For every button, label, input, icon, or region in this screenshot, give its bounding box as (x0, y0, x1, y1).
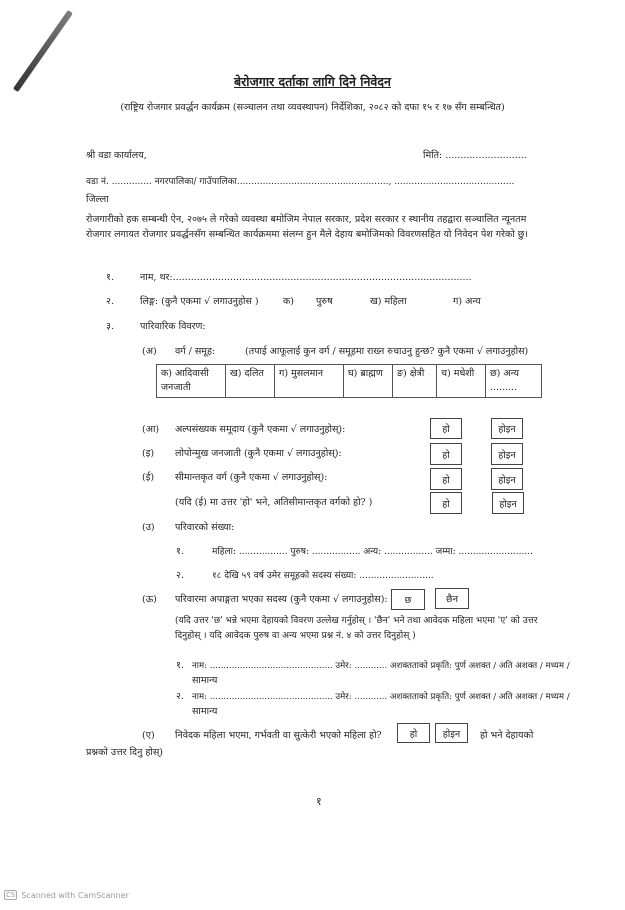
yesno-question: अल्पसंख्यक समूदाय (कुनै एकमा √ लगाउनुहोस्): (175, 424, 346, 435)
group-option[interactable]: ङ) क्षेत्री (393, 365, 437, 398)
yes-box[interactable]: हो (430, 468, 462, 490)
group-option[interactable]: च) मधेशी (437, 365, 486, 398)
page-subtitle: (राष्ट्रिय रोजगार प्रवर्द्धन कार्यक्रम (सञ्चालन तथा व्यवस्थापन) निर्देशिका, २०८२ को दफा १५ र १७ सँग सम्बन्धित) (120, 102, 505, 113)
no-box[interactable]: होइन (491, 418, 523, 439)
page-number: १ (316, 795, 322, 808)
camscanner-logo-icon: CS (6, 891, 16, 899)
no-box[interactable]: होइन (491, 443, 523, 465)
intro-paragraph: रोजगारीको हक सम्बन्धी ऐन, २०७५ ले गरेको व्यवस्था बमोजिम नेपाल सरकार, प्रदेश सरकार र स्थानीय तहद्वारा सञ्चालित न्यूनतम रोजगार लगायत रोजगार प्रवर्द्धनसँग सम्बन्धित कार्यक्रममा संलग्न हुन मैले देहाय बमोजिमको विवरणसहित यो निवेदन पेश गरेको छु। (86, 214, 529, 240)
person2-fields[interactable]: नाम: ............................................. उमेर: ............ अशक्तताको प्रकृति: पुर्ण अशक्त / अति अशक्त / मध्यम / (192, 692, 570, 702)
family-details-label: पारिवारिक विवरण: (140, 321, 206, 332)
working-age-field[interactable]: १८ देखि ५९ वर्ष उमेर समूहको सदस्य संख्या: .......................... (212, 571, 434, 581)
group-label: वर्ग / समूह: (175, 346, 216, 357)
gender-label: लिङ्ग: (कुनै एकमा √ लगाउनुहोस ) (140, 296, 259, 307)
yesno-number: (ई) (142, 472, 155, 483)
person1-number: १. (176, 660, 184, 671)
q2-number: २. (106, 296, 114, 307)
gender-option-female[interactable]: ख) महिला (370, 296, 407, 307)
u-line1-number: १. (176, 546, 184, 557)
person2-cont: सामान्य (192, 706, 218, 717)
date-field[interactable]: मिति: ........................... (423, 150, 527, 161)
ward-line[interactable]: वडा नं. .............. नगरपालिका/ गाउँपालिका....................................................., .......................................... (86, 177, 515, 187)
no-box[interactable]: होइन (435, 723, 468, 743)
gender-option-other[interactable]: ग) अन्य (453, 296, 481, 307)
u-number: (उ) (142, 522, 155, 533)
yes-box[interactable]: हो (430, 443, 462, 465)
yesno-number: (आ) (142, 424, 160, 435)
yes-box[interactable]: हो (430, 418, 462, 439)
person1-cont: सामान्य (192, 675, 218, 686)
q3-number: ३. (106, 321, 114, 332)
yes-box[interactable]: छ (391, 589, 425, 610)
a-number: (अ) (142, 346, 157, 357)
district-label: जिल्ला (86, 194, 109, 205)
camscanner-watermark (4, 890, 129, 900)
uu-number: (ऊ) (142, 594, 157, 605)
disability-note: (यदि उत्तर 'छ' भन्ने भएमा देहायको विवरण उल्लेख गर्नुहोस् । 'छैन' भने तथा आवेदक महिला भएमा 'ए' को उत्तर दिनुहोस् । यदि आवेदक पुरुष वा अन्य भएमा प्रश्न नं. ४ को उत्तर दिनुहोस् ) (175, 616, 538, 641)
person2-number: २. (176, 691, 184, 702)
group-option[interactable]: घ) ब्राह्मण (344, 365, 393, 398)
group-option[interactable]: क) आदिवासी जनजाती (157, 365, 226, 398)
group-options-table (156, 364, 542, 398)
yesno-question: (यदि (ई) मा उत्तर 'हो' भने, अतिसीमान्तकृत वर्गको हो? ) (175, 497, 373, 508)
yes-box[interactable]: हो (430, 492, 462, 514)
no-box[interactable]: होइन (492, 492, 524, 514)
pregnancy-cont: प्रश्नको उत्तर दिनु होस्) (86, 747, 164, 758)
yesno-number: (इ) (142, 448, 155, 459)
yesno-question: लोपोन्मुख जनजाती (कुनै एकमा √ लगाउनुहोस्): (175, 448, 342, 459)
no-box[interactable]: होइन (491, 468, 523, 490)
addressee: श्री वडा कार्यालय, (86, 150, 147, 161)
group-option[interactable]: ग) मुसलमान (275, 365, 344, 398)
yes-box[interactable]: हो (397, 723, 430, 743)
gender-option-a[interactable]: क) (283, 296, 295, 307)
family-count-label: परिवारको संख्या: (175, 522, 235, 533)
pregnancy-question: निवेदक महिला भएमा, गर्भवती वा सुत्केरी भएको महिला हो? (175, 730, 382, 741)
group-option[interactable]: ख) दलित (226, 365, 275, 398)
group-option[interactable]: छ) अन्य ......... (486, 365, 542, 398)
disability-label: परिवारमा अपाङ्गता भएका सदस्य (कुनै एकमा √ लगाउनुहोस): (175, 594, 388, 605)
person1-fields[interactable]: नाम: ............................................. उमेर: ............ अशक्तताको प्रकृति: पुर्ण अशक्त / अति अशक्त / मध्यम / (192, 661, 570, 671)
family-count-fields[interactable]: महिला: ................. पुरुष: ................. अन्य: ................. जम्मा: .......................... (212, 547, 533, 557)
no-box[interactable]: छैन (435, 588, 469, 609)
e-number: (ए) (142, 730, 155, 741)
page-title: बेरोजगार दर्ताका लागि दिने निवेदन (234, 74, 391, 89)
watermark-text: Scanned with CamScanner (21, 890, 129, 900)
u-line2-number: २. (176, 570, 184, 581)
name-field[interactable]: नाम, थर:................................................................................................... (140, 272, 472, 283)
q1-number: १. (106, 272, 114, 283)
yesno-question: सीमान्तकृत वर्ग (कुनै एकमा √ लगाउनुहोस्): (175, 472, 328, 483)
pregnancy-after: हो भने देहायको (480, 730, 534, 741)
gender-option-male[interactable]: पुरुष (316, 296, 333, 307)
group-hint: (तपाई आफूलाई कुन वर्ग / समूहमा राख्न रुचाउनु हुन्छ? कुनै एकमा √ लगाउनुहोस) (245, 346, 529, 357)
